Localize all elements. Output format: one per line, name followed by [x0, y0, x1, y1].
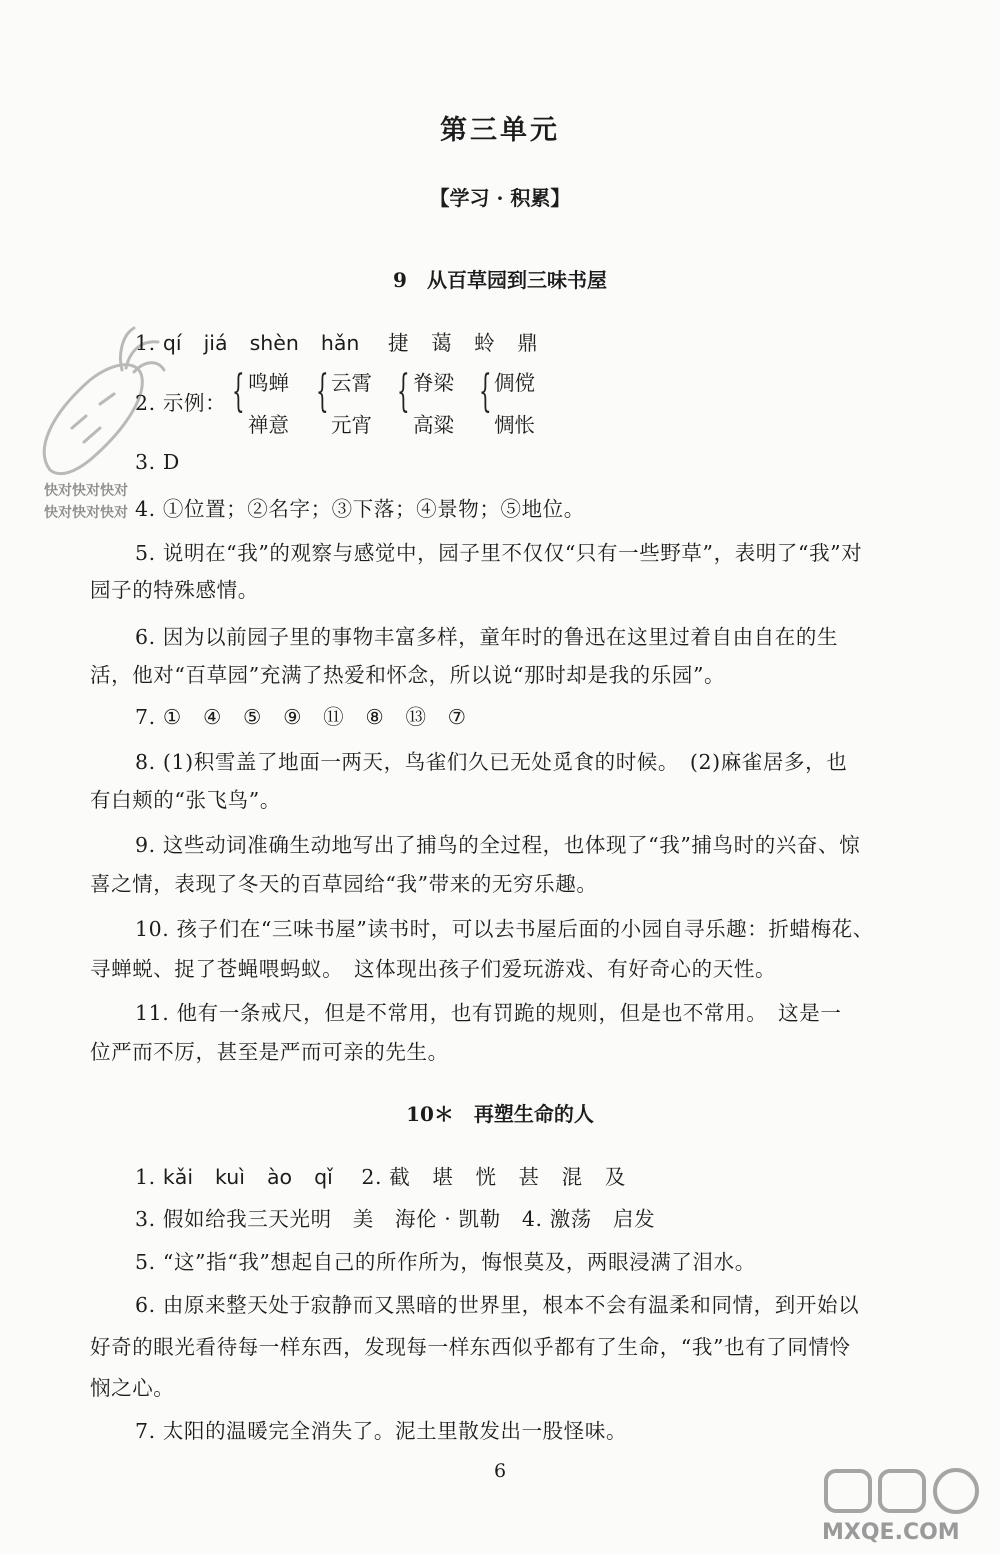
q2-number: 2.	[361, 1165, 383, 1189]
brace-icon: {	[316, 366, 329, 417]
char-item: 蛉	[474, 331, 496, 355]
lesson9-q10-line1: 10. 孩子们在“三味书屋”读书时，可以去书屋后面的小园自寻乐趣：折蜡梅花、	[135, 917, 874, 941]
q2-top-word: 倜傥	[494, 371, 535, 395]
q1-pinyin	[163, 1165, 361, 1189]
brace-icon: {	[479, 366, 492, 417]
q1-characters	[388, 331, 560, 355]
section-title: 【学习 · 积累】	[429, 186, 571, 210]
pinyin-item: kǎi	[162, 1165, 194, 1189]
lesson9-q10-line2: 寻蝉蜕、捉了苍蝇喂蚂蚁。 这体现出孩子们爱玩游戏、有好奇心的天性。	[90, 957, 777, 981]
q2-characters	[389, 1165, 648, 1189]
lesson9-q2-prefix: 2. 示例：	[135, 391, 227, 415]
char-item: 捷	[387, 331, 410, 355]
page-number: 6	[493, 1460, 507, 1482]
lesson9-q4: 4. ①位置；②名字；③下落；④景物；⑤地位。	[135, 497, 585, 521]
lesson10-q6-line2: 好奇的眼光看待每一样东西，发现每一样东西似乎都有了生命，“我”也有了同情怜	[90, 1335, 851, 1359]
site-watermark-text: MXQE.COM	[822, 1520, 960, 1545]
lesson9-q5-line2: 园子的特殊感情。	[90, 578, 259, 602]
pinyin-item: ào	[266, 1165, 293, 1189]
lesson10-q7: 7. 太阳的温暖完全消失了。泥土里散发出一股怪味。	[135, 1419, 628, 1443]
pinyin-item: qí	[162, 331, 182, 355]
char-item: 截	[389, 1165, 411, 1189]
pinyin-item: shèn	[249, 331, 299, 355]
lesson-10-title: 10＊ 再塑生命的人	[406, 1102, 594, 1126]
lesson9-q9-line2: 喜之情，表现了冬天的百草园给“我”带来的无穷乐趣。	[90, 872, 598, 896]
unit-title: 第三单元	[440, 115, 560, 146]
brace-icon: {	[397, 366, 410, 417]
lesson9-q11-line2: 位严而不厉，甚至是严而可亲的先生。	[90, 1040, 449, 1064]
watermark-text	[44, 480, 128, 524]
watermark-line-1: 快对快对快对	[44, 483, 128, 499]
char-item: 混	[561, 1165, 583, 1189]
q2-bottom-word: 元宵	[331, 413, 372, 437]
watermark-line-2: 快对快对快对	[44, 505, 128, 521]
q2-bottom-word: 惆怅	[494, 413, 535, 437]
lesson10-q1-q2	[135, 1160, 648, 1190]
lesson9-q3: 3. D	[135, 450, 180, 474]
lesson10-q3-q4: 3. 假如给我三天光明 美 海伦 · 凯勒 4. 激荡 启发	[135, 1207, 656, 1231]
lesson9-q6-line1: 6. 因为以前园子里的事物丰富多样，童年时的鲁迅在这里过着自由自在的生	[135, 625, 839, 649]
q1-pinyin	[163, 331, 388, 355]
lesson10-q5: 5. “这”指“我”想起自己的所作所为，悔恨莫及，两眼浸满了泪水。	[135, 1250, 756, 1274]
q1-number: 1.	[135, 331, 156, 355]
lesson10-q6-line1: 6. 由原来整天处于寂静而又黑暗的世界里，根本不会有温柔和同情，到开始以	[135, 1293, 860, 1317]
lesson9-q7: 7. ① ④ ⑤ ⑨ ⑪ ⑧ ⑬ ⑦	[135, 705, 467, 729]
lesson9-q6-line2: 活，他对“百草园”充满了热爱和怀念，所以说“那时却是我的乐园”。	[90, 663, 726, 687]
q2-bottom-word: 禅意	[248, 413, 289, 437]
lesson9-q8-line1: 8. (1)积雪盖了地面一两天，鸟雀们久已无处觅食的时候。 (2)麻雀居多，也	[135, 750, 848, 774]
pinyin-item: qǐ	[314, 1165, 333, 1189]
char-item: 鼎	[517, 331, 539, 355]
char-item: 恍	[475, 1165, 497, 1189]
char-item: 堪	[432, 1165, 454, 1189]
char-item: 及	[604, 1165, 626, 1189]
char-item: 蔼	[431, 331, 453, 355]
pinyin-item: kuì	[215, 1165, 245, 1189]
q2-top-word: 脊梁	[413, 371, 454, 395]
lesson-9-title: 9 从百草园到三味书屋	[393, 268, 607, 292]
q1-number: 1.	[135, 1165, 156, 1189]
lesson9-q11-line1: 11. 他有一条戒尺，但是不常用，也有罚跪的规则，但是也不常用。 这是一	[135, 1001, 842, 1025]
q2-bottom-word: 高粱	[413, 413, 454, 437]
pinyin-item: hǎn	[320, 331, 360, 355]
lesson9-q5-line1: 5. 说明在“我”的观察与感觉中，园子里不仅仅“只有一些野草”，表明了“我”对	[135, 541, 863, 565]
brace-icon: {	[232, 366, 245, 417]
lesson10-q6-line3: 悯之心。	[90, 1376, 175, 1400]
pinyin-item: jiá	[203, 331, 228, 355]
char-item: 甚	[518, 1165, 540, 1189]
q2-top-word: 云霄	[331, 371, 372, 395]
q2-top-word: 鸣蝉	[248, 371, 289, 395]
lesson9-q9-line1: 9. 这些动词准确生动地写出了捕鸟的全过程，也体现了“我”捕鸟时的兴奋、惊	[135, 833, 861, 857]
lesson9-q8-line2: 有白颊的“张飞鸟”。	[90, 788, 281, 812]
lesson9-q1	[135, 326, 560, 356]
